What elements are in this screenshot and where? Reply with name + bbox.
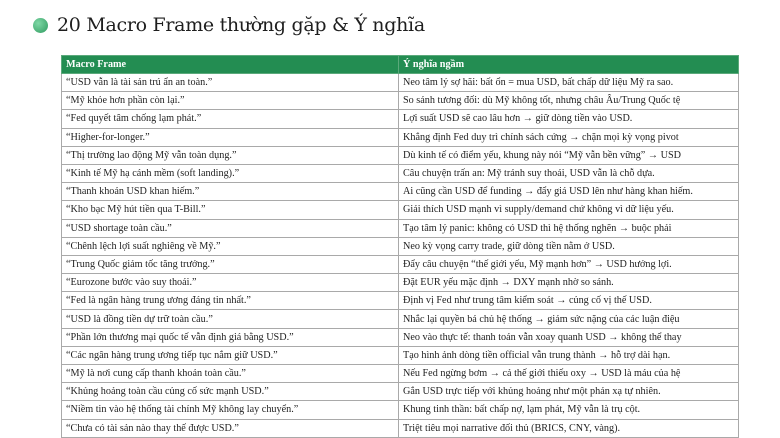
meaning-cell: Đặt EUR yếu mặc định → DXY mạnh nhờ so sánh. bbox=[399, 274, 739, 292]
meaning-cell: Triệt tiêu mọi narrative đối thủ (BRICS, CNY, vàng). bbox=[399, 419, 739, 437]
macro-frame-cell: “Eurozone bước vào suy thoái.” bbox=[62, 274, 399, 292]
meaning-cell: Gắn USD trực tiếp với khủng hoảng như một phản xạ tự nhiên. bbox=[399, 383, 739, 401]
macro-frame-cell: “Phần lớn thương mại quốc tế vẫn định giá bằng USD.” bbox=[62, 328, 399, 346]
meaning-cell: Câu chuyện trấn an: Mỹ tránh suy thoái, USD vẫn là chỗ dựa. bbox=[399, 164, 739, 182]
meaning-cell: Neo vào thực tế: thanh toán vẫn xoay quanh USD → không thể thay bbox=[399, 328, 739, 346]
slide-header bbox=[33, 14, 425, 36]
column-header-macro-frame: Macro Frame bbox=[62, 56, 399, 74]
table-row bbox=[62, 255, 739, 273]
macro-frame-cell: “Kinh tế Mỹ hạ cánh mềm (soft landing).” bbox=[62, 164, 399, 182]
macro-frame-cell: “USD shortage toàn cầu.” bbox=[62, 219, 399, 237]
meaning-cell: Ai cũng cần USD để funding → đẩy giá USD lên như hàng khan hiếm. bbox=[399, 183, 739, 201]
meaning-cell: Nhắc lại quyền bá chủ hệ thống → giảm sức nặng của các luận điệu bbox=[399, 310, 739, 328]
macro-frame-cell: “Trung Quốc giảm tốc tăng trưởng.” bbox=[62, 255, 399, 273]
meaning-cell: Lợi suất USD sẽ cao lâu hơn → giữ dòng tiền vào USD. bbox=[399, 110, 739, 128]
macro-frame-cell: “Thanh khoản USD khan hiếm.” bbox=[62, 183, 399, 201]
macro-frame-cell: “USD là đồng tiền dự trữ toàn cầu.” bbox=[62, 310, 399, 328]
meaning-cell: Neo tâm lý sợ hãi: bất ổn = mua USD, bất chấp dữ liệu Mỹ ra sao. bbox=[399, 74, 739, 92]
table-row bbox=[62, 183, 739, 201]
meaning-cell: Giải thích USD mạnh vì supply/demand chứ không vì dữ liệu yếu. bbox=[399, 201, 739, 219]
macro-frame-cell: “Khủng hoảng toàn cầu củng cố sức mạnh USD.” bbox=[62, 383, 399, 401]
table-row bbox=[62, 401, 739, 419]
table-row bbox=[62, 110, 739, 128]
table-body bbox=[62, 74, 739, 438]
bullet-dot-icon bbox=[33, 18, 48, 33]
macro-frame-cell: “USD vẫn là tài sản trú ẩn an toàn.” bbox=[62, 74, 399, 92]
meaning-cell: Khung tinh thần: bất chấp nợ, lạm phát, Mỹ vẫn là trụ cột. bbox=[399, 401, 739, 419]
table-row bbox=[62, 128, 739, 146]
table-row bbox=[62, 219, 739, 237]
meaning-cell: Dù kinh tế có điểm yếu, khung này nói “Mỹ vẫn bền vững” → USD bbox=[399, 146, 739, 164]
table-row bbox=[62, 365, 739, 383]
macro-frame-cell: “Mỹ khỏe hơn phần còn lại.” bbox=[62, 92, 399, 110]
table-row bbox=[62, 237, 739, 255]
macro-frame-cell: “Các ngân hàng trung ương tiếp tục nắm giữ USD.” bbox=[62, 346, 399, 364]
macro-frame-table bbox=[61, 55, 739, 438]
macro-frame-cell: “Kho bạc Mỹ hút tiền qua T-Bill.” bbox=[62, 201, 399, 219]
macro-frame-cell: “Chưa có tài sản nào thay thế được USD.” bbox=[62, 419, 399, 437]
meaning-cell: Định vị Fed như trung tâm kiểm soát → củng cố vị thế USD. bbox=[399, 292, 739, 310]
table-row bbox=[62, 201, 739, 219]
table-row bbox=[62, 346, 739, 364]
macro-frame-cell: “Thị trường lao động Mỹ vẫn toàn dụng.” bbox=[62, 146, 399, 164]
macro-frame-cell: “Chênh lệch lợi suất nghiêng về Mỹ.” bbox=[62, 237, 399, 255]
meaning-cell: Neo kỳ vọng carry trade, giữ dòng tiền nằm ở USD. bbox=[399, 237, 739, 255]
table-row bbox=[62, 328, 739, 346]
table-row bbox=[62, 383, 739, 401]
meaning-cell: Đẩy câu chuyện “thế giới yếu, Mỹ mạnh hơn” → USD hưởng lợi. bbox=[399, 255, 739, 273]
table-row bbox=[62, 146, 739, 164]
meaning-cell: Nếu Fed ngừng bơm → cả thế giới thiếu oxy → USD là máu của hệ bbox=[399, 365, 739, 383]
table-row bbox=[62, 92, 739, 110]
table-row bbox=[62, 274, 739, 292]
macro-frame-cell: “Fed quyết tâm chống lạm phát.” bbox=[62, 110, 399, 128]
macro-frame-cell: “Fed là ngân hàng trung ương đáng tin nhất.” bbox=[62, 292, 399, 310]
table-row bbox=[62, 164, 739, 182]
macro-frame-cell: “Niềm tin vào hệ thống tài chính Mỹ không lay chuyển.” bbox=[62, 401, 399, 419]
table-row bbox=[62, 419, 739, 437]
meaning-cell: Khẳng định Fed duy trì chính sách cứng → chặn mọi kỳ vọng pivot bbox=[399, 128, 739, 146]
table-row bbox=[62, 310, 739, 328]
slide-title: 20 Macro Frame thường gặp & Ý nghĩa bbox=[57, 14, 425, 36]
meaning-cell: Tạo tâm lý panic: không có USD thì hệ thống nghẽn → buộc phải bbox=[399, 219, 739, 237]
macro-frame-cell: “Higher-for-longer.” bbox=[62, 128, 399, 146]
column-header-meaning: Ý nghĩa ngầm bbox=[399, 56, 739, 74]
macro-frame-cell: “Mỹ là nơi cung cấp thanh khoản toàn cầu.” bbox=[62, 365, 399, 383]
table-row bbox=[62, 292, 739, 310]
table-header-row bbox=[62, 56, 739, 74]
meaning-cell: So sánh tương đối: dù Mỹ không tốt, nhưng châu Âu/Trung Quốc tệ bbox=[399, 92, 739, 110]
table-row bbox=[62, 74, 739, 92]
meaning-cell: Tạo hình ảnh dòng tiền official vẫn trung thành → hỗ trợ dài hạn. bbox=[399, 346, 739, 364]
